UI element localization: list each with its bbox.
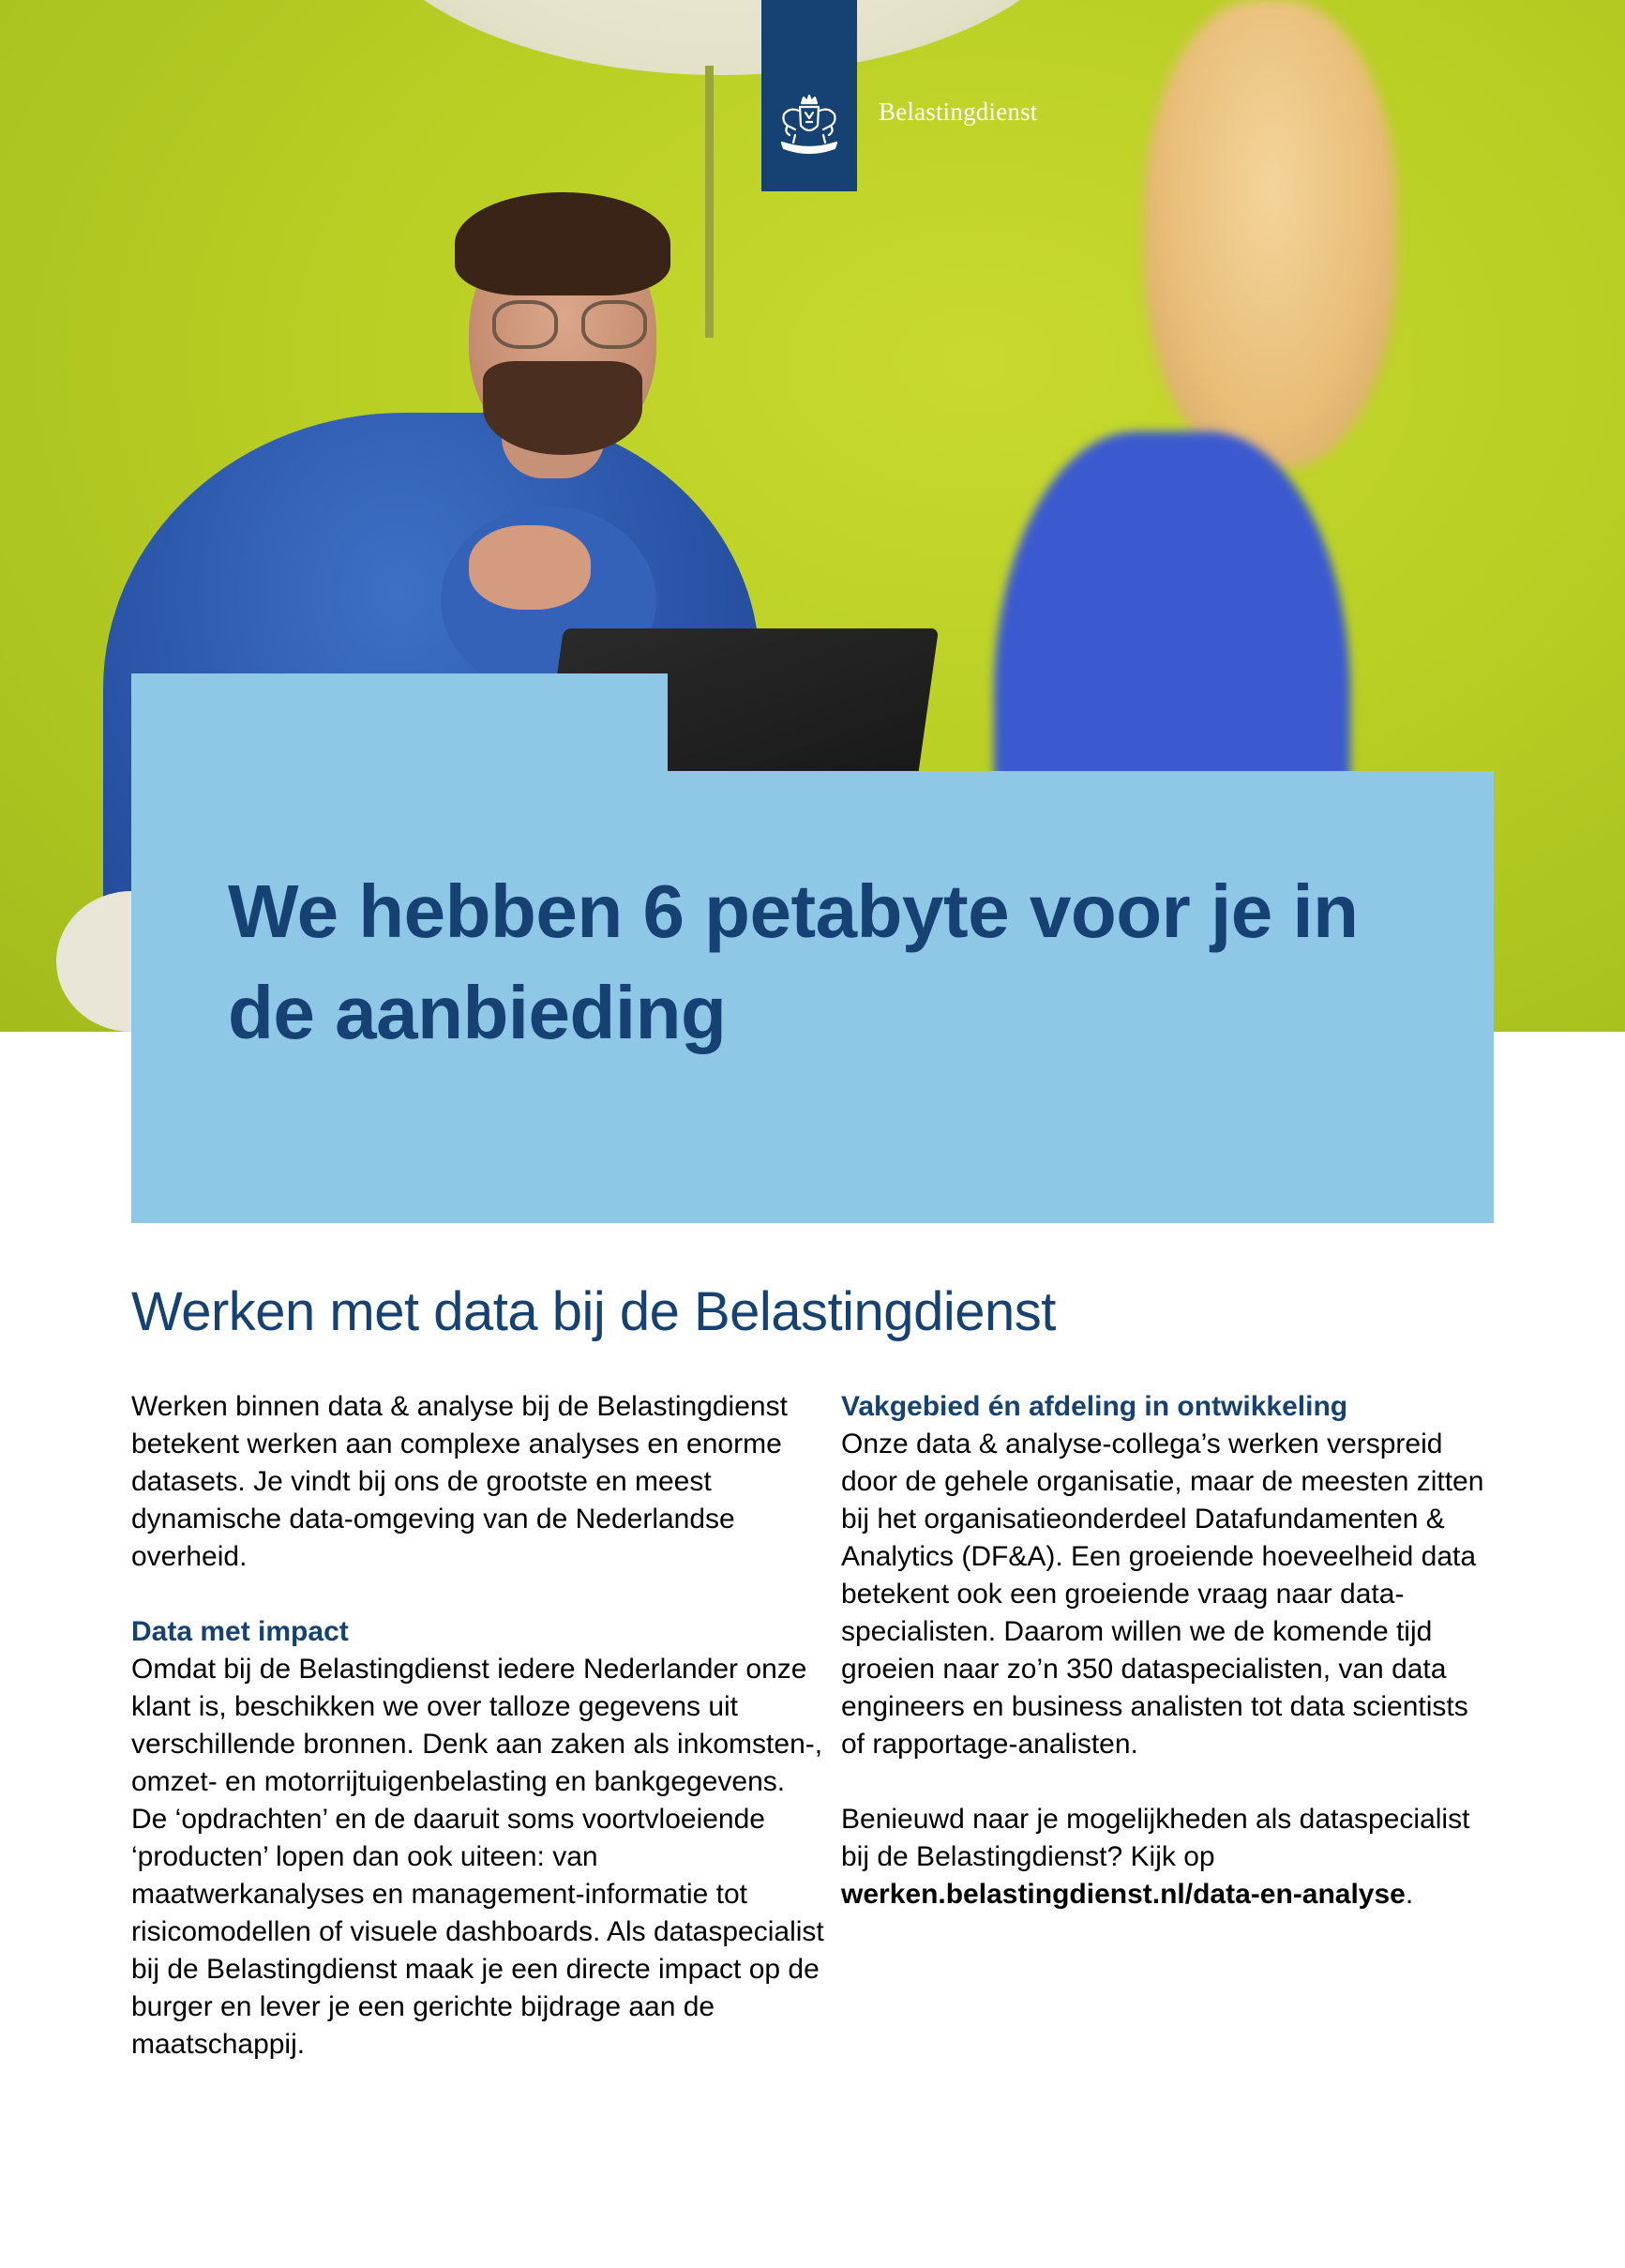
- hero-man-hair: [455, 192, 670, 295]
- hero-woman-hair: [1144, 0, 1397, 469]
- coat-of-arms-icon: [775, 94, 844, 161]
- cta-paragraph: [841, 1801, 1497, 1913]
- page-title: We hebben 6 petabyte voor je in de aanbieding: [228, 869, 1359, 1054]
- development-heading: Vakgebied én afdeling in ontwikkeling: [841, 1391, 1348, 1422]
- right-column: [841, 1388, 1497, 1913]
- headline-tab: [131, 673, 668, 772]
- impact-paragraph: Omdat bij de Belastingdienst iedere Nederlander onze klant is, beschikken we over talloze gegevens uit verschillende bronnen. Denk aan zaken als inkomsten-, omzet- en motorrijtuigenbelasting en bankgegevens. De ‘opdrachten’ en de daaruit soms voortvloeiende ‘producten’ lopen dan ook uiteen: van maatwerkanalyses en management-informatie tot risicomodellen of visuele dashboards. Als dataspecialist bij de Belastingdienst maak je een directe impact op de burger en lever je een gerichte bijdrage aan de maatschappij.: [131, 1654, 824, 2060]
- hero-lamp: [356, 0, 1088, 75]
- intro-paragraph: Werken binnen data & analyse bij de Belastingdienst betekent werken aan complexe analyses en enorme datasets. Je vindt bij ons de grootste en meest dynamische data-omgeving van de Nederlandse overheid.: [131, 1391, 788, 1572]
- hero-man-beard: [483, 361, 642, 455]
- cta-link[interactable]: werken.belastingdienst.nl/data-en-analyse: [841, 1879, 1406, 1910]
- paragraph-spacer: [841, 1763, 1497, 1801]
- section-title: Werken met data bij de Belastingdienst: [131, 1281, 1056, 1342]
- hero-glasses-right: [581, 300, 647, 349]
- development-paragraph: Onze data & analyse-collega’s werken verspreid door de gehele organisatie, maar de meesten zitten bij het organisatieonderdeel Datafundamenten & Analytics (DF&A). Een groeiende hoeveelheid data betekent ook een groeiende vraag naar data-specialisten. Daarom willen we de komende tijd groeien naar zo’n 350 dataspecialisten, van data engineers en business analisten tot data scientists of rapportage-analisten.: [841, 1429, 1484, 1760]
- hero-glasses-left: [492, 300, 558, 349]
- cta-period: .: [1405, 1879, 1414, 1910]
- logo-block: [761, 0, 857, 191]
- paragraph-spacer: [131, 1576, 825, 1613]
- hero-pole: [705, 66, 714, 338]
- left-column: [131, 1388, 825, 2064]
- cta-text: Benieuwd naar je mogelijkheden als dataspecialist bij de Belastingdienst? Kijk op: [841, 1804, 1470, 1872]
- logo-wordmark: Belastingdienst: [879, 98, 1038, 126]
- impact-heading: Data met impact: [131, 1616, 349, 1647]
- hero-man-hand: [469, 525, 591, 610]
